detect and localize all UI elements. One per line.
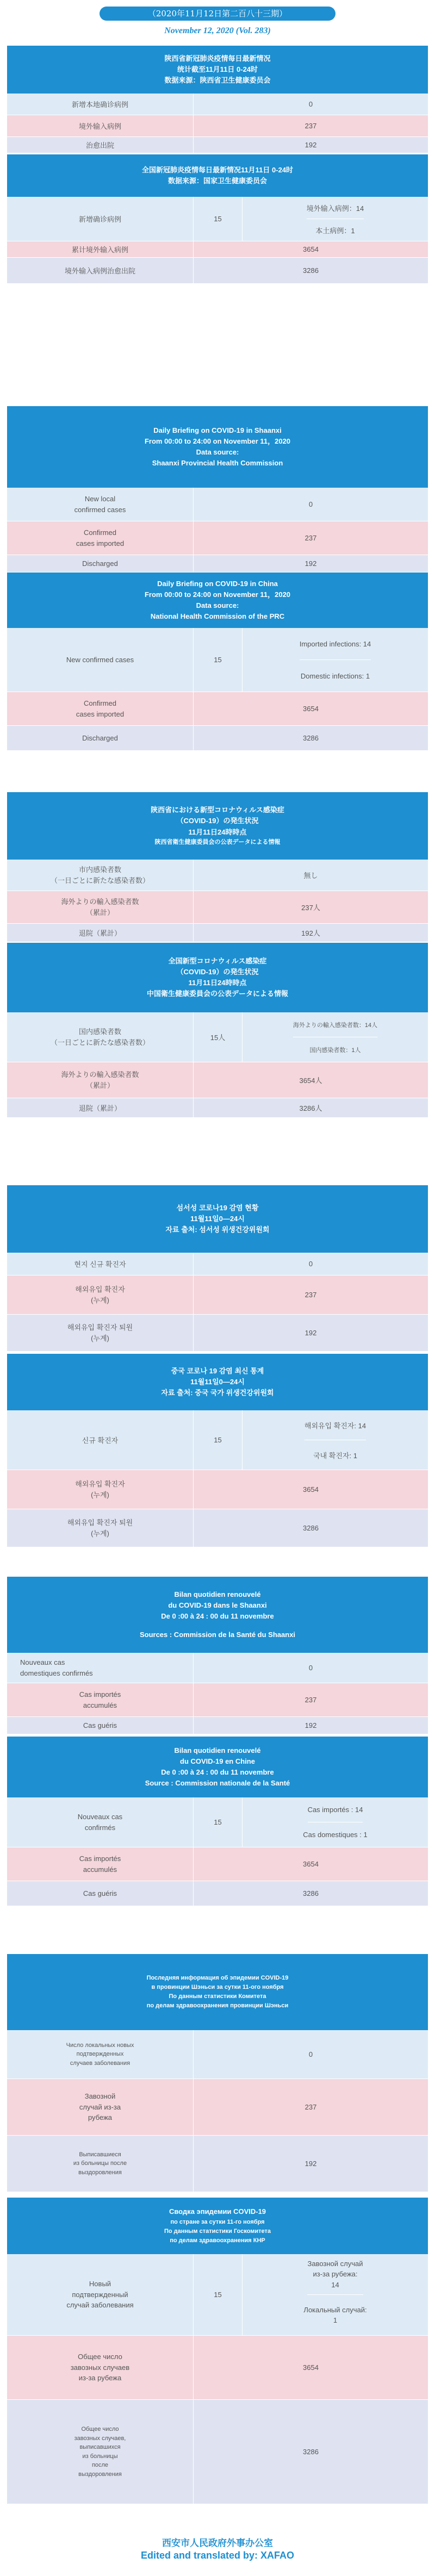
ru-china-header [7, 2198, 428, 2254]
ko-row-discharged [7, 1315, 428, 1352]
ru-row-cum-discharged [7, 2400, 428, 2504]
table-cell: Discharged [7, 726, 194, 750]
table-cell: 0 [308, 2050, 313, 2058]
table-cell: 0 [308, 100, 313, 108]
text-line: Новый [89, 2280, 111, 2288]
text-line: du COVID-19 dans le Shaanxi [168, 1601, 267, 1609]
text-line: По данным статистики Госкомитета [164, 2227, 271, 2235]
table-cell: Discharged [7, 555, 194, 572]
text-line: Локальный случай: [303, 2305, 367, 2314]
table-cell [7, 1275, 194, 1314]
table-cell [7, 1653, 194, 1683]
text-line: 해외유입 확진자 [75, 1480, 125, 1488]
table-cell: 192人 [301, 929, 320, 937]
ru-row-new-confirmed [7, 2254, 428, 2336]
ja-imported-cell: 海外よりの輸入感染者数：14人 [293, 1012, 377, 1037]
table-cell [243, 2254, 428, 2335]
table-cell: 237 [304, 1291, 317, 1299]
text-line: 중국 코로나 19 감염 최신 통계 [171, 1366, 264, 1375]
ko-shaanxi-section [7, 1185, 428, 1352]
text-line: 数据来源：国家卫生健康委员会 [167, 177, 267, 185]
table-cell: 192 [304, 1329, 317, 1337]
table-cell: 累计境外输入病例 [7, 241, 194, 257]
table-cell: 3654 [303, 705, 319, 713]
table-cell: 新增确诊病例 [7, 197, 194, 241]
en-shaanxi-header [7, 406, 428, 488]
text-line: 11月11日24時時点 [188, 979, 247, 987]
table-cell: 237 [304, 534, 317, 542]
table-cell: 15 [194, 628, 243, 692]
table-cell [7, 2336, 194, 2399]
text-line: Сводка эпидемии COVID-19 [169, 2207, 266, 2216]
table-cell [7, 891, 194, 923]
fr-china-header [7, 1737, 428, 1797]
ja-shaanxi-header [7, 792, 428, 860]
table-cell: 신규 확진자 [7, 1410, 194, 1470]
table-cell [243, 628, 428, 692]
table-cell [7, 2400, 194, 2504]
text-line: завозных случаев, [74, 2435, 126, 2442]
text-line: From 00:00 to 24:00 on November 11，2020 [144, 437, 291, 445]
zh-shaanxi-header [7, 46, 428, 94]
text-line: National Health Commission of the PRC [150, 612, 285, 621]
en-row-cum-discharged [7, 726, 428, 751]
fr-row-cum-imported [7, 1847, 428, 1881]
table-cell [243, 1410, 428, 1470]
table-cell: 3654 [303, 2363, 319, 2372]
text-line: 数据来源：陕西省卫生健康委员会 [164, 76, 271, 85]
table-cell [243, 1012, 428, 1062]
table-cell: 3654 [303, 1485, 319, 1494]
table-cell: 3654人 [299, 1077, 322, 1085]
zh-row-cum-imported [7, 241, 428, 258]
table-cell: 237 [304, 2103, 317, 2111]
zh-row-imported [7, 115, 428, 137]
ko-row-cum-discharged [7, 1509, 428, 1547]
text-line: 海外よりの輸入感染者数 [61, 1071, 139, 1079]
ko-china-section [7, 1354, 428, 1547]
en-imported-cell: Imported infections: 14 [300, 628, 371, 660]
footer-office: 西安市人民政府外事办公室 [162, 2538, 273, 2549]
text-line: 해외유입 확진자 퇴원 [67, 1519, 133, 1527]
table-cell [243, 197, 428, 241]
text-line: после [91, 2462, 109, 2468]
table-cell: 192 [304, 1721, 317, 1729]
table-cell: 3286 [303, 734, 319, 742]
en-row-cum-imported [7, 692, 428, 726]
zh-domestic-cell: 本土病例：1 [315, 226, 355, 235]
text-line: accumulés [83, 1865, 117, 1874]
table-cell: 3286 [303, 1889, 319, 1897]
fr-row-new-local [7, 1653, 428, 1683]
ko-imported-cell: 해외유입 확진자: 14 [304, 1410, 366, 1440]
text-line: 11월11일0—24시 [190, 1377, 245, 1386]
text-line: 1 [333, 2316, 338, 2324]
ko-shaanxi-header [7, 1185, 428, 1253]
text-line: 11月11日24時時点 [188, 827, 247, 836]
text-line: завозных случаев [70, 2363, 130, 2372]
text-line: （一日ごとに新たな感染者数） [50, 1038, 150, 1047]
text-line: из-за рубежа [78, 2374, 122, 2382]
issue-date: November 12, 2020 (Vol. 283) [164, 26, 271, 35]
table-cell [7, 860, 194, 891]
table-cell: 退院（累計） [7, 924, 194, 942]
ru-shaanxi-section [7, 1954, 428, 2192]
text-line: случаев заболевания [70, 2059, 130, 2067]
text-line: выписавшихся [79, 2444, 121, 2450]
table-cell: 境外输入病例 [7, 115, 194, 136]
table-cell: 15 [194, 197, 243, 241]
text-line: （一日ごとに新たな感染者数） [50, 876, 150, 885]
zh-china-header [7, 154, 428, 197]
issue-badge: （2020年11月12日第二百八十三期） [100, 7, 335, 21]
text-line: confirmés [84, 1823, 116, 1832]
ko-domestic-cell: 국내 확진자: 1 [313, 1451, 357, 1460]
ru-shaanxi-header [7, 1954, 428, 2030]
text-line: De 0 :00 à 24 : 00 du 11 novembre [161, 1768, 274, 1776]
table-cell: 治愈出院 [7, 137, 194, 153]
table-cell: 0 [308, 500, 313, 508]
text-line: 市内感染者数 [78, 866, 121, 874]
table-cell: 0 [308, 1664, 313, 1672]
text-line: (누계) [91, 1334, 109, 1342]
table-cell [7, 2136, 194, 2192]
fr-domestic-cell: Cas domestiques : 1 [303, 1831, 368, 1839]
text-line: Последняя информация об эпидемии COVID-19 [146, 1974, 289, 1981]
text-line: Daily Briefing on COVID-19 in Shaanxi [153, 426, 282, 434]
table-cell [7, 1012, 194, 1062]
ja-row-new-local [7, 860, 428, 891]
text-line: по стране за сутки 11-го ноября [170, 2218, 265, 2225]
ko-china-header [7, 1354, 428, 1410]
table-cell: 237人 [301, 904, 320, 912]
table-cell: 192 [304, 2160, 317, 2168]
text-line: （COVID-19）の発生状況 [176, 817, 259, 825]
table-cell: 15人 [194, 1012, 243, 1062]
text-line: De 0 :00 à 24 : 00 du 11 novembre [161, 1612, 274, 1620]
table-cell: 退院（累計） [7, 1098, 194, 1117]
table-cell: 192 [304, 141, 317, 149]
ru-china-section [7, 2198, 428, 2504]
ru-row-discharged [7, 2136, 428, 2192]
table-cell [7, 1062, 194, 1098]
text-line: 陕西省新冠肺炎疫情每日最新情况 [164, 54, 271, 63]
en-row-new-local [7, 488, 428, 521]
text-line: du COVID-19 en Chine [180, 1757, 255, 1765]
table-cell [7, 2254, 194, 2335]
text-line: 자료 출처: 섬서성 위생건강위원회 [165, 1225, 270, 1234]
zh-shaanxi-section [7, 46, 428, 153]
ja-row-cum-imported [7, 1062, 428, 1098]
text-line: Общее число [78, 2353, 122, 2361]
ja-row-imported [7, 891, 428, 924]
text-line: из больницы [82, 2453, 118, 2460]
ja-row-discharged [7, 924, 428, 942]
text-line: Daily Briefing on COVID-19 in China [157, 579, 278, 588]
table-cell [7, 1797, 194, 1847]
text-line: cases imported [76, 710, 125, 718]
text-line: 해외유입 확진자 퇴원 [67, 1323, 133, 1331]
en-shaanxi-section [7, 406, 428, 573]
table-cell: 0 [308, 1260, 313, 1268]
table-cell [7, 2079, 194, 2135]
text-line: 섬서성 코로나19 감염 현황 [176, 1203, 259, 1212]
table-cell: 新增本地确诊病例 [7, 94, 194, 115]
text-line: （累計） [85, 1081, 114, 1090]
table-cell [7, 692, 194, 725]
ja-china-section [7, 943, 428, 1118]
text-line: выздоровления [78, 2471, 122, 2478]
table-cell: 3654 [303, 1860, 319, 1868]
table-cell: 3286 [303, 266, 319, 275]
text-line: 全国新冠肺炎疫情每日最新情况11月11日 0-24时 [141, 165, 294, 174]
table-cell: 237 [304, 1696, 317, 1704]
footer-credit: Edited and translated by: XAFAO [140, 2550, 295, 2561]
text-line: Source : Commission nationale de la Santé [145, 1779, 290, 1788]
text-line: 陝西省衛生健康委員会の公表データによる情報 [154, 838, 281, 845]
ja-row-new-confirmed [7, 1012, 428, 1062]
ja-china-header [7, 943, 428, 1012]
table-cell: Cas guéris [7, 1881, 194, 1906]
text-line: 해외유입 확진자 [75, 1285, 125, 1293]
zh-row-cum-discharged [7, 258, 428, 284]
table-cell: 15 [194, 1410, 243, 1470]
ja-shaanxi-section [7, 792, 428, 942]
ru-row-new-local [7, 2030, 428, 2079]
table-cell: 15 [194, 2254, 243, 2335]
text-line: accumulés [83, 1701, 117, 1709]
ko-row-new-confirmed [7, 1410, 428, 1470]
table-cell [7, 521, 194, 555]
ja-domestic-cell: 国内感染者数：1人 [309, 1047, 361, 1054]
text-line: Завозной случай [307, 2259, 363, 2268]
fr-row-imported [7, 1683, 428, 1717]
table-cell: 237 [304, 122, 317, 130]
en-row-imported [7, 521, 428, 555]
text-line: подтвержденных [76, 2051, 124, 2058]
ko-row-new-local [7, 1253, 428, 1275]
text-line: случай заболевания [66, 2301, 134, 2310]
en-domestic-cell: Domestic infections: 1 [300, 671, 370, 680]
table-cell: 15 [194, 1797, 243, 1847]
table-cell [7, 2030, 194, 2079]
en-china-section [7, 573, 428, 751]
table-cell: 현지 신규 확진자 [7, 1253, 194, 1275]
text-line: выздоровления [78, 2169, 122, 2176]
text-line: cases imported [76, 539, 125, 547]
text-line: подтвержденный [72, 2290, 128, 2299]
text-line: 자료 출처: 중국 국가 위생건강위원회 [161, 1389, 274, 1397]
zh-imported-cell: 境外输入病例：14 [307, 197, 364, 219]
zh-china-section [7, 154, 428, 284]
ru-imported-cell [307, 2254, 363, 2295]
text-line: Nouveaux cas [77, 1813, 123, 1821]
table-cell: New confirmed cases [7, 628, 194, 692]
text-line: рубежа [88, 2113, 113, 2122]
text-line: 14 [331, 2280, 339, 2289]
text-line: из-за рубежа: [313, 2270, 358, 2279]
text-line: （累計） [85, 908, 114, 917]
fr-row-cum-discharged [7, 1881, 428, 1906]
text-line: 国内感染者数 [78, 1028, 121, 1036]
table-cell [7, 1509, 194, 1547]
ko-row-imported [7, 1275, 428, 1315]
ko-row-cum-imported [7, 1470, 428, 1509]
text-line: 中国衛生健康委員会の公表データによる情報 [146, 990, 288, 998]
en-row-discharged [7, 555, 428, 573]
text-line: Sources : Commission de la Santé du Shaanxi [139, 1631, 296, 1639]
zh-row-discharged [7, 137, 428, 153]
text-line: Confirmed [84, 528, 116, 537]
ru-domestic-cell [303, 2295, 366, 2335]
text-line: Bilan quotidien renouvelé [174, 1746, 261, 1754]
table-cell [243, 1797, 428, 1847]
fr-shaanxi-header [7, 1577, 428, 1653]
text-line: (누계) [91, 1296, 109, 1304]
table-cell [7, 1315, 194, 1351]
text-line: Cas importés [79, 1690, 121, 1698]
text-line: Confirmed [84, 699, 116, 707]
text-line: Cas importés [79, 1855, 121, 1863]
text-line: По данным статистики Комитета [169, 1993, 266, 2000]
zh-row-new-local [7, 94, 428, 115]
text-line: Завозной [84, 2092, 116, 2101]
table-cell: 3654 [303, 245, 319, 253]
ru-row-imported [7, 2079, 428, 2136]
fr-shaanxi-section [7, 1577, 428, 1734]
text-line: 陝西省における新型コロナウィルス感染症 [151, 806, 284, 814]
text-line: из больницы после [73, 2160, 127, 2167]
en-row-new-confirmed [7, 628, 428, 692]
text-line: Data source: [196, 601, 239, 609]
text-line: в провинции Шэньси за сутки 11-ого ноября [151, 1983, 284, 1990]
text-line: случай из-за [79, 2102, 121, 2111]
text-line: From 00:00 to 24:00 on November 11，2020 [144, 590, 291, 599]
table-cell: Cas guéris [7, 1717, 194, 1734]
text-line: 11월11일0—24시 [190, 1214, 245, 1223]
text-line: по делам здравоохранения провинции Шэньси [146, 2002, 289, 2009]
text-line: по делам здравоохранения КНР [170, 2237, 265, 2244]
table-cell: 3286 [303, 2448, 319, 2456]
table-cell [7, 1847, 194, 1881]
text-line: domestiques confirmés [20, 1669, 93, 1677]
fr-row-discharged [7, 1717, 428, 1734]
text-line: (누계) [91, 1490, 109, 1499]
table-cell: 3286 [303, 1524, 319, 1532]
text-line: New local [84, 495, 116, 503]
text-line: Bilan quotidien renouvelé [174, 1590, 261, 1598]
ja-row-cum-discharged [7, 1098, 428, 1118]
text-line: confirmed cases [74, 505, 126, 514]
zh-row-new-confirmed [7, 197, 428, 241]
text-line: Число локальных новых [66, 2042, 134, 2049]
text-line: Data source: [196, 448, 239, 456]
fr-imported-cell: Cas importés : 14 [308, 1797, 363, 1822]
table-cell [7, 1470, 194, 1509]
text-line: （COVID-19）の発生状況 [176, 967, 259, 976]
text-line: Nouveaux cas [20, 1658, 65, 1666]
table-cell [7, 1683, 194, 1716]
table-cell: 192 [304, 559, 317, 568]
table-cell: 3286人 [299, 1104, 322, 1112]
table-cell: 境外输入病例治愈出院 [7, 258, 194, 283]
ru-row-cum-imported [7, 2336, 428, 2400]
fr-china-section [7, 1737, 428, 1906]
fr-row-new-confirmed [7, 1797, 428, 1847]
text-line: (누계) [91, 1529, 109, 1538]
table-cell: 無し [303, 872, 318, 880]
text-line: 全国新型コロナウィルス感染症 [168, 956, 267, 965]
text-line: 统计截至11月11日 0-24时 [177, 65, 258, 73]
text-line: 海外よりの輸入感染者数 [61, 898, 139, 906]
text-line: Общее число [81, 2426, 119, 2432]
en-china-header [7, 573, 428, 628]
text-line: Shaanxi Provincial Health Commission [152, 459, 283, 468]
table-cell [7, 488, 194, 521]
text-line: Выписавшиеся [79, 2151, 121, 2158]
